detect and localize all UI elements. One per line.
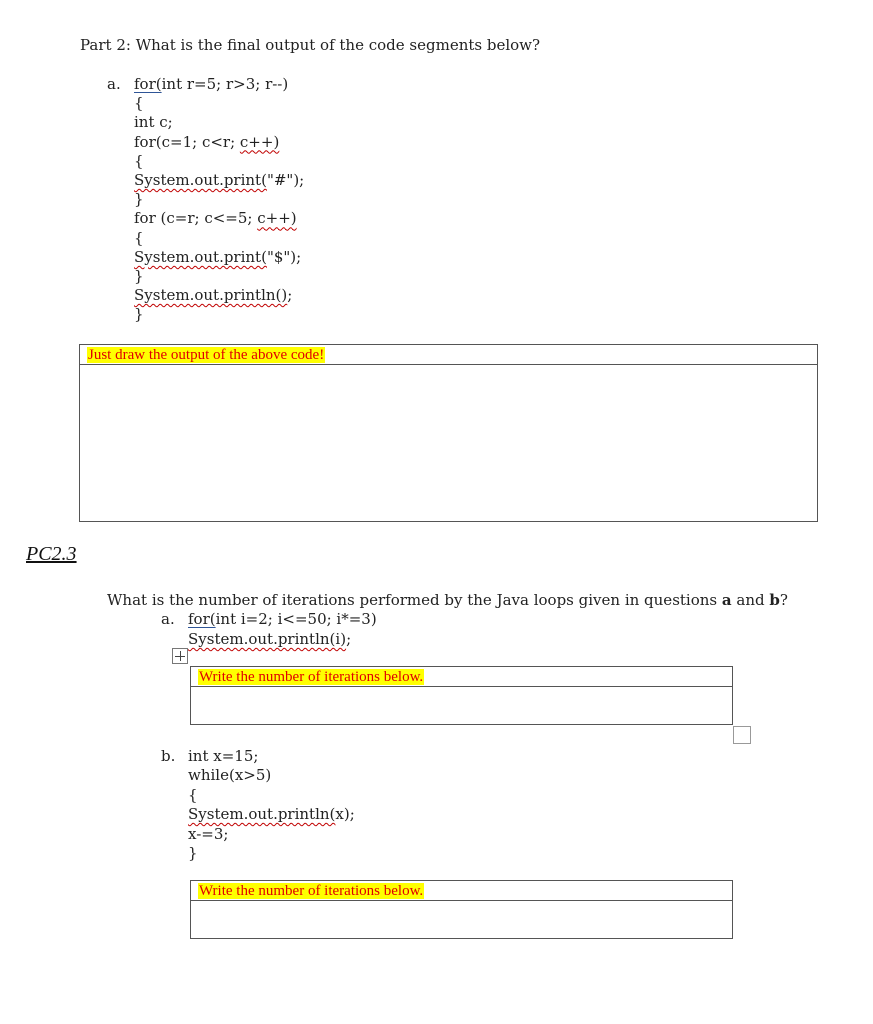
pc-a-line1 [188,610,377,628]
code-token: for(c=1; c<r; [134,132,240,151]
part2-heading: Part 2: What is the final output of the code segments below? [80,36,541,54]
code-line [188,805,355,824]
code-line [134,113,173,132]
code-token: int x=15; [188,747,259,765]
code-line [134,94,144,113]
code-line [188,844,198,863]
code-token: x); [335,805,355,824]
pc-question [107,591,788,609]
code-token: int c; [134,113,173,132]
code-token: } [134,190,144,209]
code-line [134,209,297,228]
code-token: for (c=r; c<=5; [134,209,258,228]
pc-a-line2-call: System.out.println(i) [188,630,347,648]
part2-code-block [134,75,434,335]
code-token: } [188,844,198,862]
pc-a-line2-rest: ; [346,630,352,648]
code-line [188,747,258,766]
code-line [188,825,228,844]
code-token: c++) [257,209,297,228]
code-line [134,75,288,94]
pc-a-marker: a. [161,610,175,628]
code-line [134,190,144,209]
pc-question-end: ? [779,591,788,609]
code-token: { [134,94,144,113]
code-line [134,229,144,248]
code-line [134,286,292,305]
pc-question-b: b [769,591,780,609]
code-token: ; [287,286,293,305]
code-token: "$"); [266,247,302,266]
code-line [134,267,144,286]
part2-a-marker: a. [107,75,121,93]
pc-a-line1-rest: int i=2; i<=50; i*=3) [215,610,377,628]
part2-answer-label: Just draw the output of the above code! [88,347,325,363]
code-token: "#"); [266,171,305,189]
part2-answer-box[interactable] [79,344,818,522]
code-line [134,248,301,267]
code-token: System.out.print( [134,247,267,266]
pc-a-answer-label: Write the number of iterations below. [199,669,424,685]
code-token: } [134,305,144,324]
pc-a-answer-box[interactable] [190,666,733,725]
code-token: { [134,151,144,170]
pc-b-code-block [188,747,488,867]
code-token: c++) [239,132,280,151]
pc-b-marker: b. [161,747,176,765]
code-token: System.out.println( [188,805,336,824]
code-token: { [134,228,144,247]
code-token: for( [134,75,162,93]
code-token: } [134,267,144,285]
table-move-icon[interactable] [172,648,188,664]
pc-b-answer-box[interactable] [190,880,733,939]
code-token: int r=5; r>3; r--) [161,75,289,93]
pc-b-answer-label: Write the number of iterations below. [199,883,424,899]
table-resize-handle[interactable] [733,726,751,744]
code-token: { [188,785,198,804]
code-token: System.out.println() [134,286,288,305]
pc-question-and: and [731,591,770,609]
part2-answer-header [80,345,817,365]
pc-question-text: What is the number of iterations performed by the Java loops given in questions [107,591,722,609]
pc-a-line1-keyword: for( [188,610,216,628]
code-line [188,786,198,805]
code-token: System.out.print( [134,171,267,189]
pc-question-a: a [721,591,732,609]
code-token: x-=3; [188,824,229,843]
pc-b-answer-header [191,881,732,901]
pc-a-answer-header [191,667,732,687]
code-line [134,133,279,152]
code-line [134,171,304,190]
pc-a-line2 [188,630,351,648]
code-line [134,152,144,171]
pc-section-label: PC2.3 [26,543,77,565]
code-line [134,305,144,324]
code-line [188,766,271,785]
code-token: while(x>5) [188,766,272,785]
